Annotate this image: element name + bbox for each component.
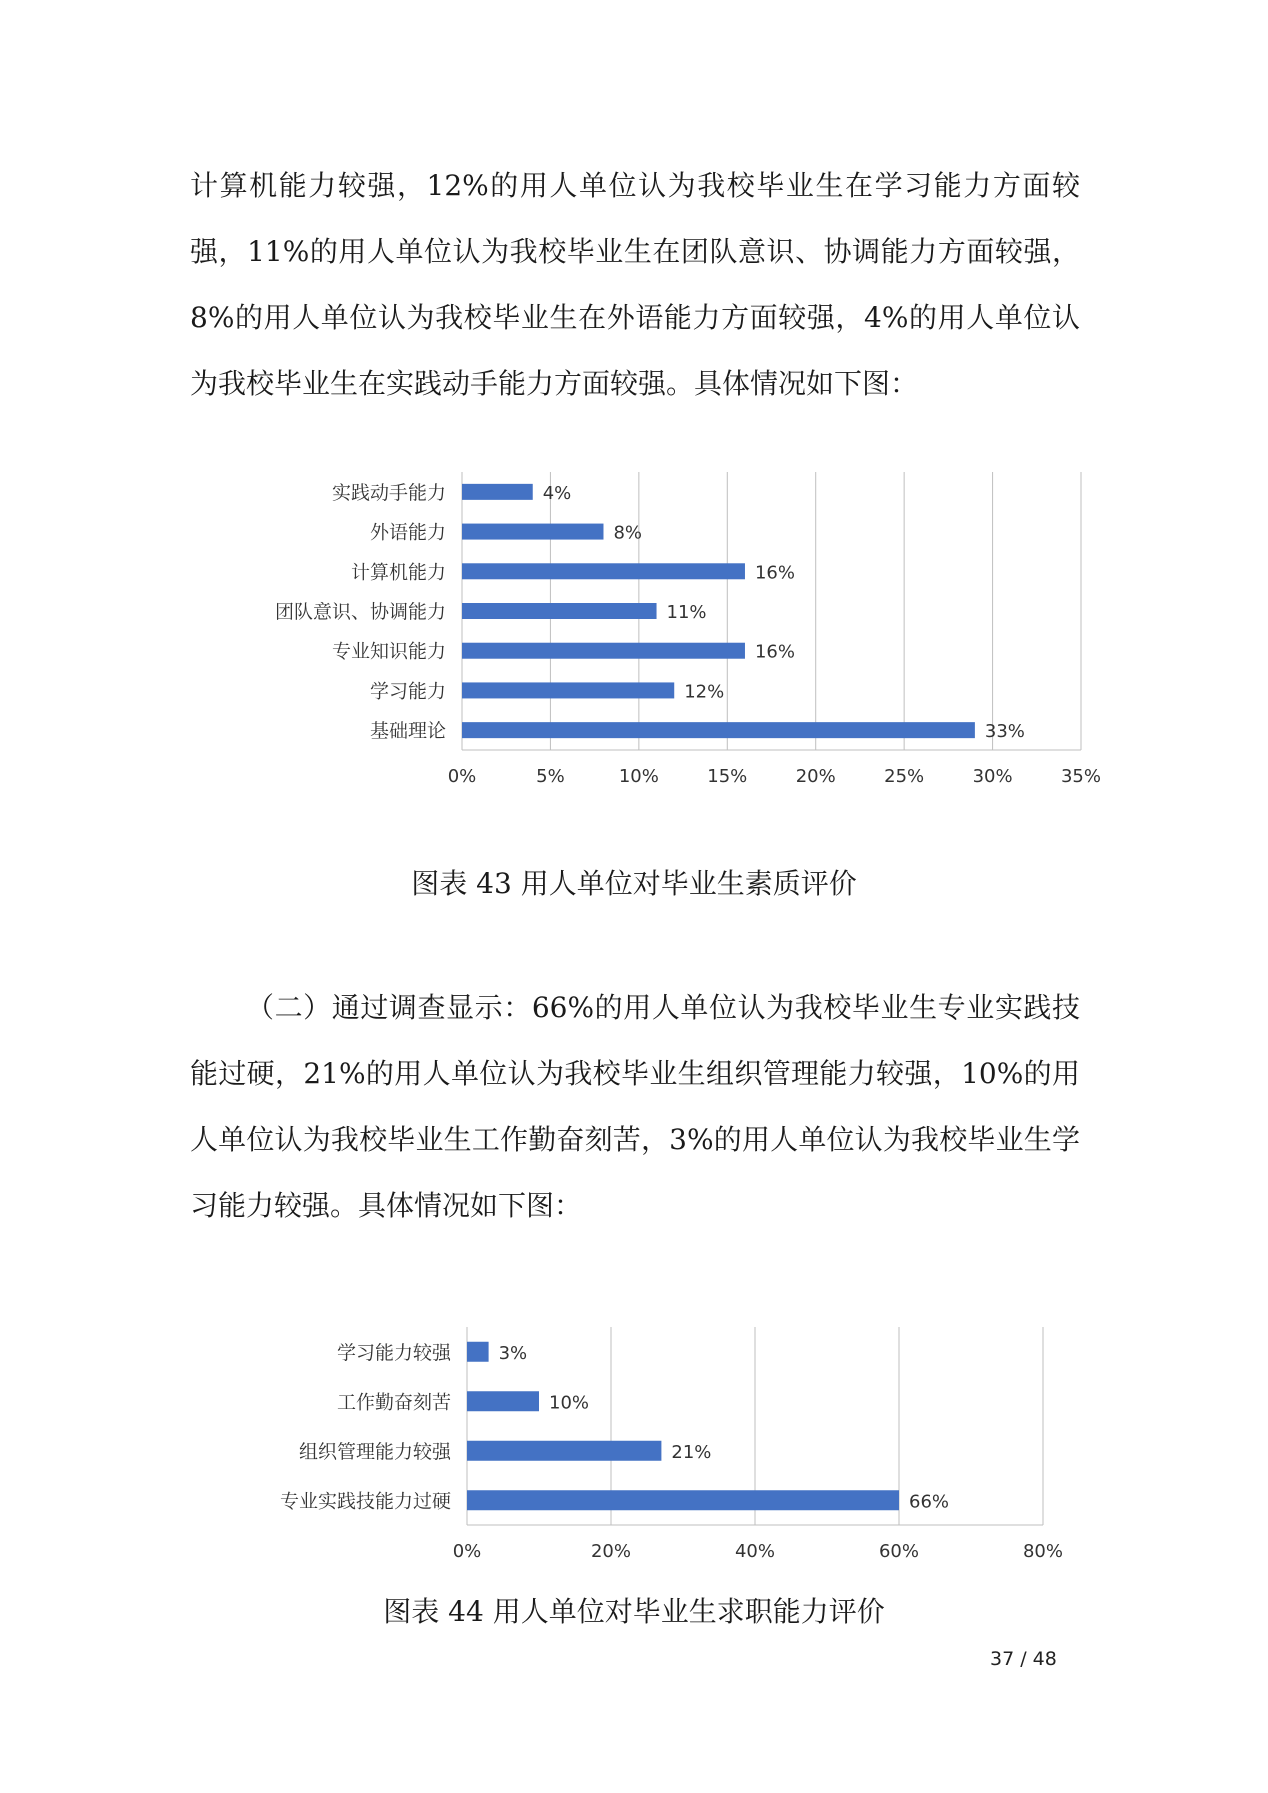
bar: [462, 682, 674, 698]
data-label: 12%: [684, 681, 725, 703]
data-label: 66%: [909, 1491, 950, 1513]
data-label: 21%: [671, 1441, 712, 1463]
bar: [462, 643, 745, 659]
bar: [462, 722, 975, 738]
paragraph-1: 计算机能力较强，12%的用人单位认为我校毕业生在学习能力方面较强，11%的用人单位认为我校毕业生在团队意识、协调能力方面较强，8%的用人单位认为我校毕业生在外语能力方面较强，4%的用人单位认为我校毕业生在实践动手能力方面较强。具体情况如下图：: [190, 169, 1080, 400]
page-number: 37 / 48: [990, 1648, 1057, 1670]
category-label: 外语能力: [369, 521, 446, 544]
data-label: 11%: [666, 602, 707, 623]
figure-caption-43: 图表 43 用人单位对毕业生素质评价: [411, 867, 857, 900]
tick-label: 60%: [878, 1541, 920, 1562]
category-label: 实践动手能力: [331, 481, 446, 504]
category-label: 计算机能力: [350, 561, 446, 584]
data-label: 8%: [613, 522, 643, 544]
data-label: 16%: [754, 562, 795, 584]
category-label: 工作勤奋刻苦: [336, 1391, 451, 1414]
data-label: 33%: [984, 721, 1025, 743]
tick-label: 0%: [447, 766, 477, 787]
tick-label: 20%: [795, 766, 836, 787]
bar: [462, 603, 657, 619]
category-label: 基础理论: [369, 720, 446, 743]
bar: [462, 563, 745, 579]
paragraph-2: （二）通过调查显示：66%的用人单位认为我校毕业生专业实践技能过硬，21%的用人单位认为我校毕业生组织管理能力较强，10%的用人单位认为我校毕业生工作勤奋刻苦，3%的用人单位认为我校毕业生学习能力较强。具体情况如下图：: [190, 991, 1080, 1222]
tick-label: 20%: [590, 1541, 632, 1562]
tick-label: 30%: [972, 766, 1013, 787]
category-label: 学习能力较强: [336, 1341, 451, 1364]
category-label: 组织管理能力较强: [298, 1440, 451, 1463]
tick-label: 5%: [536, 766, 565, 787]
tick-label: 35%: [1060, 766, 1102, 787]
bar: [467, 1441, 661, 1461]
category-label: 团队意识、协调能力: [274, 601, 446, 623]
category-label: 专业实践技能力过硬: [279, 1490, 451, 1513]
category-label: 学习能力: [369, 680, 446, 703]
bar: [467, 1342, 489, 1362]
tick-label: 10%: [618, 766, 659, 787]
data-label: 3%: [498, 1342, 528, 1364]
bar: [462, 484, 533, 500]
chart-job-ability-evaluation: [0, 1305, 1268, 1565]
tick-label: 0%: [452, 1541, 482, 1562]
bar: [467, 1391, 539, 1411]
tick-label: 40%: [734, 1541, 776, 1562]
data-label: 4%: [542, 482, 572, 504]
tick-label: 25%: [884, 766, 925, 787]
tick-label: 80%: [1022, 1541, 1064, 1562]
bar: [467, 1490, 899, 1510]
data-label: 10%: [549, 1392, 590, 1414]
figure-caption-44: 图表 44 用人单位对毕业生求职能力评价: [383, 1595, 885, 1628]
data-label: 16%: [754, 641, 795, 663]
category-label: 专业知识能力: [331, 640, 446, 663]
tick-label: 15%: [707, 766, 748, 787]
chart-quality-evaluation: [0, 450, 1268, 790]
bar: [462, 524, 603, 540]
